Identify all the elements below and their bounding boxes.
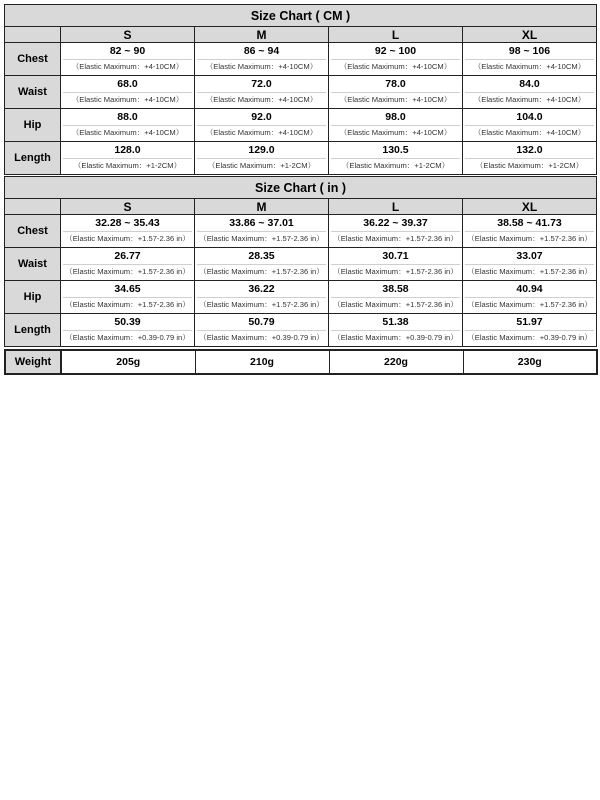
measurement-value: 38.58 (331, 282, 460, 298)
measurement-value: 26.77 (63, 249, 192, 265)
measurement-cell (195, 248, 329, 281)
elastic-note: （Elastic Maximum：+1.57-2.36 in） (467, 299, 592, 309)
measurement-value: 28.35 (197, 249, 326, 265)
row-label-waist: Waist (5, 76, 61, 109)
measurement-value: 98 ~ 106 (465, 44, 594, 60)
measurement-cell (329, 248, 463, 281)
measurement-cell (195, 109, 329, 142)
measurement-value: 51.38 (331, 315, 460, 331)
measurement-cell (463, 142, 597, 175)
elastic-note: （Elastic Maximum：+1-2CM） (475, 160, 584, 170)
elastic-note: （Elastic Maximum：+4-10CM） (71, 94, 184, 104)
measurement-cell (61, 109, 195, 142)
weight-label: Weight (5, 350, 61, 374)
size-header-l: L (329, 27, 463, 43)
measurement-value: 128.0 (63, 143, 192, 159)
elastic-note: （Elastic Maximum：+1-2CM） (73, 160, 182, 170)
row-label-chest: Chest (5, 43, 61, 76)
measurement-value: 82 ~ 90 (63, 44, 192, 60)
measurement-value: 86 ~ 94 (197, 44, 326, 60)
measurement-cell (329, 109, 463, 142)
measurement-value: 78.0 (331, 77, 460, 93)
size-header-s: S (61, 199, 195, 215)
table-row (5, 248, 597, 281)
elastic-note: （Elastic Maximum：+0.39-0.79 in） (199, 332, 324, 342)
measurement-value: 33.86 ~ 37.01 (197, 216, 326, 232)
measurement-value: 92.0 (197, 110, 326, 126)
elastic-note: （Elastic Maximum：+0.39-0.79 in） (333, 332, 458, 342)
measurement-cell (463, 43, 597, 76)
elastic-note: （Elastic Maximum：+1.57-2.36 in） (199, 233, 324, 243)
measurement-cell (195, 76, 329, 109)
size-header-l: L (329, 199, 463, 215)
measurement-cell (61, 43, 195, 76)
measurement-cell (329, 215, 463, 248)
measurement-cell (463, 248, 597, 281)
size-header-xl: XL (463, 199, 597, 215)
size-chart-cm-table (4, 4, 597, 175)
size-header-xl: XL (463, 27, 597, 43)
elastic-note: （Elastic Maximum：+1-2CM） (341, 160, 450, 170)
size-chart-in-title: Size Chart ( in ) (5, 177, 597, 199)
row-label-chest: Chest (5, 215, 61, 248)
measurement-cell (61, 281, 195, 314)
table-row (5, 215, 597, 248)
size-chart-in-table (4, 176, 597, 347)
measurement-value: 51.97 (465, 315, 594, 331)
elastic-note: （Elastic Maximum：+4-10CM） (71, 61, 184, 71)
elastic-note: （Elastic Maximum：+0.39-0.79 in） (65, 332, 190, 342)
weight-value-m: 210g (195, 350, 329, 374)
table-row (5, 314, 597, 347)
row-label-hip: Hip (5, 109, 61, 142)
row-label-length: Length (5, 314, 61, 347)
elastic-note: （Elastic Maximum：+4-10CM） (339, 94, 452, 104)
elastic-note: （Elastic Maximum：+1.57-2.36 in） (65, 233, 190, 243)
measurement-value: 104.0 (465, 110, 594, 126)
measurement-cell (329, 314, 463, 347)
elastic-note: （Elastic Maximum：+1.57-2.36 in） (333, 299, 458, 309)
measurement-cell (195, 314, 329, 347)
measurement-value: 130.5 (331, 143, 460, 159)
elastic-note: （Elastic Maximum：+1.57-2.36 in） (199, 299, 324, 309)
measurement-value: 32.28 ~ 35.43 (63, 216, 192, 232)
measurement-value: 40.94 (465, 282, 594, 298)
elastic-note: （Elastic Maximum：+1.57-2.36 in） (467, 233, 592, 243)
elastic-note: （Elastic Maximum：+1.57-2.36 in） (65, 266, 190, 276)
measurement-value: 50.79 (197, 315, 326, 331)
weight-row (5, 350, 597, 374)
table-row (5, 109, 597, 142)
measurement-value: 34.65 (63, 282, 192, 298)
measurement-cell (463, 281, 597, 314)
measurement-value: 36.22 ~ 39.37 (331, 216, 460, 232)
size-header-m: M (195, 27, 329, 43)
weight-value-l: 220g (329, 350, 463, 374)
measurement-value: 36.22 (197, 282, 326, 298)
weight-value-xl: 230g (463, 350, 597, 374)
measurement-value: 129.0 (197, 143, 326, 159)
weight-value-s: 205g (61, 350, 195, 374)
elastic-note: （Elastic Maximum：+4-10CM） (205, 94, 318, 104)
measurement-cell (463, 314, 597, 347)
measurement-cell (61, 314, 195, 347)
elastic-note: （Elastic Maximum：+4-10CM） (205, 61, 318, 71)
measurement-value: 30.71 (331, 249, 460, 265)
elastic-note: （Elastic Maximum：+1.57-2.36 in） (467, 266, 592, 276)
size-chart-cm-title: Size Chart ( CM ) (5, 5, 597, 27)
table-row (5, 281, 597, 314)
measurement-value: 132.0 (465, 143, 594, 159)
measurement-cell (329, 43, 463, 76)
measurement-cell (195, 142, 329, 175)
row-label-length: Length (5, 142, 61, 175)
measurement-value: 72.0 (197, 77, 326, 93)
measurement-cell (329, 76, 463, 109)
measurement-value: 68.0 (63, 77, 192, 93)
measurement-cell (61, 215, 195, 248)
corner-cell (5, 27, 61, 43)
elastic-note: （Elastic Maximum：+1.57-2.36 in） (199, 266, 324, 276)
elastic-note: （Elastic Maximum：+4-10CM） (473, 127, 586, 137)
measurement-cell (61, 76, 195, 109)
measurement-cell (329, 142, 463, 175)
measurement-cell (61, 142, 195, 175)
elastic-note: （Elastic Maximum：+1.57-2.36 in） (333, 233, 458, 243)
elastic-note: （Elastic Maximum：+4-10CM） (71, 127, 184, 137)
elastic-note: （Elastic Maximum：+4-10CM） (473, 94, 586, 104)
size-header-s: S (61, 27, 195, 43)
measurement-value: 33.07 (465, 249, 594, 265)
measurement-cell (61, 248, 195, 281)
elastic-note: （Elastic Maximum：+1-2CM） (207, 160, 316, 170)
elastic-note: （Elastic Maximum：+0.39-0.79 in） (467, 332, 592, 342)
measurement-cell (195, 215, 329, 248)
measurement-cell (463, 76, 597, 109)
measurement-value: 50.39 (63, 315, 192, 331)
measurement-value: 92 ~ 100 (331, 44, 460, 60)
weight-table (4, 349, 598, 375)
elastic-note: （Elastic Maximum：+1.57-2.36 in） (65, 299, 190, 309)
table-row (5, 43, 597, 76)
elastic-note: （Elastic Maximum：+4-10CM） (339, 61, 452, 71)
size-header-m: M (195, 199, 329, 215)
measurement-cell (195, 281, 329, 314)
corner-cell (5, 199, 61, 215)
measurement-cell (329, 281, 463, 314)
measurement-value: 98.0 (331, 110, 460, 126)
measurement-value: 88.0 (63, 110, 192, 126)
table-row (5, 76, 597, 109)
measurement-cell (463, 109, 597, 142)
measurement-cell (463, 215, 597, 248)
measurement-cell (195, 43, 329, 76)
elastic-note: （Elastic Maximum：+1.57-2.36 in） (333, 266, 458, 276)
measurement-value: 38.58 ~ 41.73 (465, 216, 594, 232)
elastic-note: （Elastic Maximum：+4-10CM） (339, 127, 452, 137)
measurement-value: 84.0 (465, 77, 594, 93)
elastic-note: （Elastic Maximum：+4-10CM） (205, 127, 318, 137)
table-row (5, 142, 597, 175)
elastic-note: （Elastic Maximum：+4-10CM） (473, 61, 586, 71)
row-label-waist: Waist (5, 248, 61, 281)
row-label-hip: Hip (5, 281, 61, 314)
